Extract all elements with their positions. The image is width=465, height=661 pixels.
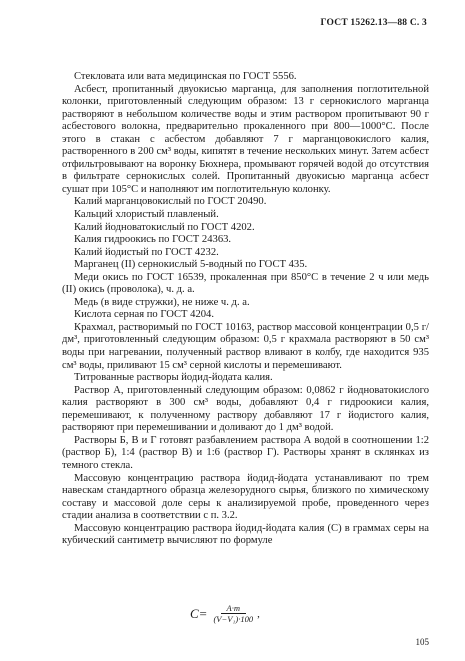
paragraph: Медь (в виде стружки), не ниже ч. д. а.: [74, 296, 250, 308]
formula-lhs: C=: [190, 605, 208, 621]
paragraph: Калий йодистый по ГОСТ 4232.: [74, 246, 219, 258]
body-text: [62, 71, 429, 548]
paragraph: Меди окись по ГОСТ 16539, прокаленная при 850°С в течение 2 ч или медь (II) окись (проволока), ч. д. а.: [62, 271, 429, 296]
paragraph: Асбест, пропитанный двуокисью марганца, для заполнения поглотительной колонки, приготовленный следующим образом: 13 г сернокислого марганца растворяют в небольшом количестве воды и этим раствором пропитывают 90 г асбестового волокна, предварительно прокаленного при 800—1000°С. После этого в стакан с асбестом добавляют 7 г марганцовокислого калия, растворенного в 200 см³ воды, кипятят в течение нескольких минут. Затем асбест отфильтровывают на воронку Бюхнера, промывают горячей водой до отсутствия в фильтрате сернокислых солей. Пропитанный двуокисью марганца асбест сушат при 105°С и наполняют им поглотительную колонку.: [62, 83, 429, 195]
paragraph: Крахмал, растворимый по ГОСТ 10163, раствор массовой концентрации 0,5 г/дм³, приготовленный следующим образом: 0,5 г крахмала растворяют в 50 см³ воды при нагревании, полученный раствор вливают в колбу, где находится 935 см³ воды, приливают 15 см³ серной кислоты и перемешивают.: [62, 321, 429, 371]
formula-denominator: (V−V₁)·100: [213, 614, 254, 624]
paragraph: Калий марганцовокислый по ГОСТ 20490.: [74, 196, 267, 208]
paragraph: Массовую концентрацию раствора йодид-йодата устанавливают по трем навескам стандартного образца железорудного сырья, близкого по химическому составу и массовой доле серы к анализируемой пробе, проведенного через стадии анализа в соответствии с п. 3.2.: [62, 472, 429, 522]
paragraph: Стекловата или вата медицинская по ГОСТ 5556.: [74, 71, 297, 82]
page-number: 105: [415, 637, 429, 647]
formula-numerator: A·m: [221, 603, 246, 614]
paragraph: Раствор А, приготовленный следующим образом: 0,0862 г йодноватокислого калия растворяют в 300 см³ воды, добавляют 0,4 г гидроокиси калия, перемешивают, к полученному раствору добавляют 17 г йодистого калия, растворяют при перемешивании и доливают до 1 дм³ водой.: [62, 384, 429, 434]
formula-fraction: [213, 603, 253, 624]
paragraph: Марганец (II) сернокислый 5-водный по ГОСТ 435.: [74, 259, 308, 271]
page-header: ГОСТ 15262.13—88 С. 3: [320, 18, 427, 28]
paragraph: Растворы Б, В и Г готовят разбавлением раствора А водой в соотношении 1:2 (раствор Б), 1:4 (раствор В) и 1:6 (раствор Г). Растворы хранят в склянках из темного стекла.: [62, 434, 429, 471]
formula-comma: ,: [257, 607, 260, 620]
paragraph: Массовую концентрацию раствора йодид-йодата калия (С) в граммах серы на кубический сантиметр вычисляют по формуле: [62, 522, 429, 547]
paragraph: Калия гидроокись по ГОСТ 24363.: [74, 234, 232, 246]
paragraph: Кислота серная по ГОСТ 4204.: [74, 309, 214, 321]
paragraph: Титрованные растворы йодид-йодата калия.: [74, 372, 273, 384]
paragraph: Кальций хлористый плавленый.: [74, 209, 219, 221]
concentration-formula: [190, 603, 260, 624]
paragraph: Калий йодноватокислый по ГОСТ 4202.: [74, 221, 255, 233]
